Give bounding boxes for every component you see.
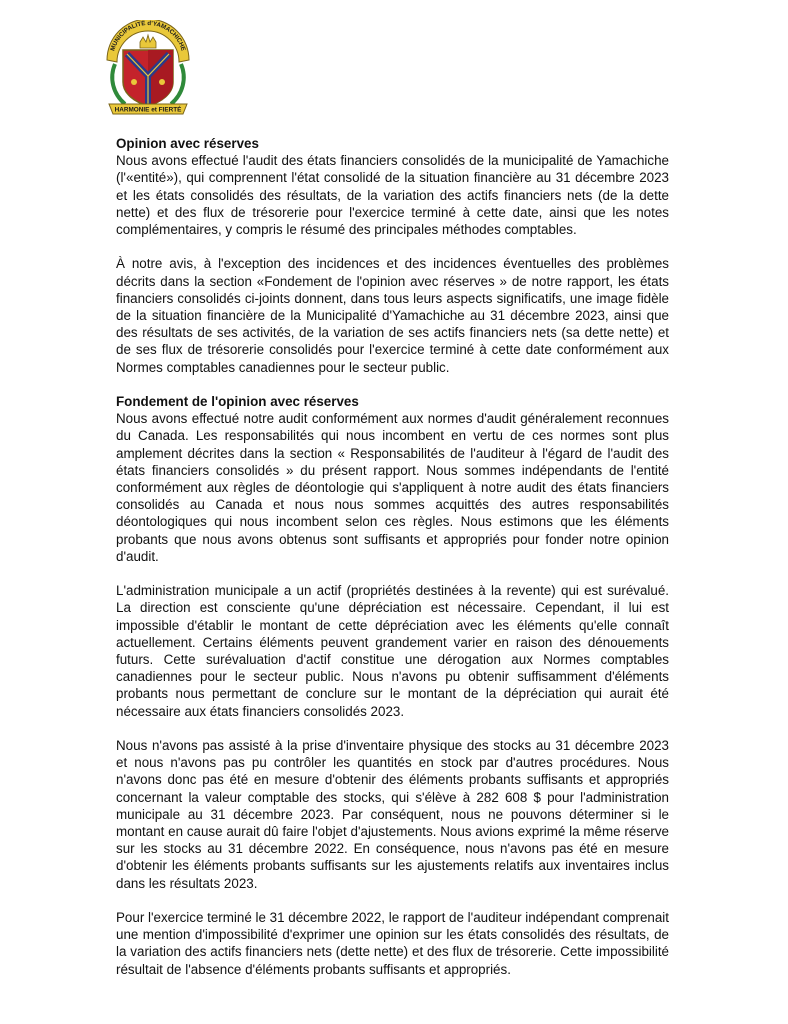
- heading-fondement-opinion: Fondement de l'opinion avec réserves: [116, 394, 359, 410]
- paragraph-opinion-1: Nous avons effectué l'audit des états financiers consolidés de la municipalité de Yamachiche (l'«entité»), qui comprennent l'état consolidé de la situation financière au 31 décembre 2023 et les états consolidés des résultats, de la variation des actifs financiers nets (de la dette nette) et des flux de trésorerie pour l'exercice terminé à cette date, ainsi que les notes complémentaires, y compris le résumé des principales méthodes comptables.: [116, 153, 669, 238]
- svg-text:MUNICIPALITÉ d'YAMACHICHE: MUNICIPALITÉ d'YAMACHICHE: [109, 20, 187, 52]
- paragraph-fondement-2: L'administration municipale a un actif (propriétés destinées à la revente) qui est surévalué. La direction est consciente qu'une dépréciation est nécessaire. Cependant, il lui est impossible d'établir le montant de cette dépréciation avec les éléments qu'elle connaît actuellement. Certains éléments peuvent grandement varier en raison des dénouements futurs. Cette surévaluation d'actif constitue une dérogation aux Normes comptables canadiennes pour le secteur public. Nous n'avons pu obtenir suffisamment d'éléments probants nous permettant de conclure sur le montant de la dépréciation qui aurait été nécessaire aux états financiers consolidés 2023.: [116, 583, 669, 719]
- paragraph-fondement-3: Nous n'avons pas assisté à la prise d'inventaire physique des stocks au 31 décembre 2023 et nous n'avons pas pu contrôler les quantités en stock par d'autres procédures. Nous n'avons donc pas été en mesure d'obtenir des éléments probants suffisants et appropriés concernant la valeur comptable des stocks, qui s'élève à 282 608 $ pour l'administration municipale au 31 décembre 2023. Par conséquent, nous ne pouvons déterminer si le montant en cause aurait dû faire l'objet d'ajustements. Nous avions exprimé la même réserve sur les stocks au 31 décembre 2022. En conséquence, nous n'avons pas été en mesure d'obtenir les éléments probants suffisants sur les ajustements relatifs aux inventaires inclus dans les résultats 2023.: [116, 738, 669, 891]
- paragraph-fondement-1: Nous avons effectué notre audit conformément aux normes d'audit généralement reconnues du Canada. Les responsabilités qui nous incombent en vertu de ces normes sont plus amplement décrites dans la section « Responsabilités de l'auditeur à l'égard de l'audit des états financiers consolidés » du présent rapport. Nous sommes indépendants de l'entité conformément aux règles de déontologie qui s'appliquent à notre audit des états financiers consolidés au Canada et nous nous sommes acquittés des autres responsabilités déontologiques qui nous incombent selon ces règles. Nous estimons que les éléments probants que nous avons obtenus sont suffisants et appropriés pour fonder notre opinion d'audit.: [116, 411, 669, 564]
- paragraph-fondement-4: Pour l'exercice terminé le 31 décembre 2022, le rapport de l'auditeur indépendant comprenait une mention d'impossibilité d'exprimer une opinion sur les états consolidés des résultats, de la variation des actifs financiers nets (dette nette) et des flux de trésorerie. Cette impossibilité résultait de l'absence d'éléments probants suffisants et appropriés.: [116, 910, 669, 977]
- heading-opinion-avec-reserves: Opinion avec réserves: [116, 136, 259, 151]
- audit-report-body: [116, 135, 669, 995]
- municipal-coat-of-arms-logo: [103, 20, 193, 118]
- paragraph-opinion-2: À notre avis, à l'exception des incidences et des incidences éventuelles des problèmes décrits dans la section «Fondement de l'opinion avec réserves » de notre rapport, les états financiers consolidés ci-joints donnent, dans tous leurs aspects significatifs, une image fidèle de la situation financière de la Municipalité d'Yamachiche au 31 décembre 2023, ainsi que des résultats de ses activités, de la variation de ses actifs financiers nets (sa dette nette) et de ses flux de trésorerie consolidés pour l'exercice terminé à cette date conformément aux Normes comptables canadiennes pour le secteur public.: [116, 256, 669, 375]
- svg-text:HARMONIE et FIERTÉ: HARMONIE et FIERTÉ: [114, 106, 182, 114]
